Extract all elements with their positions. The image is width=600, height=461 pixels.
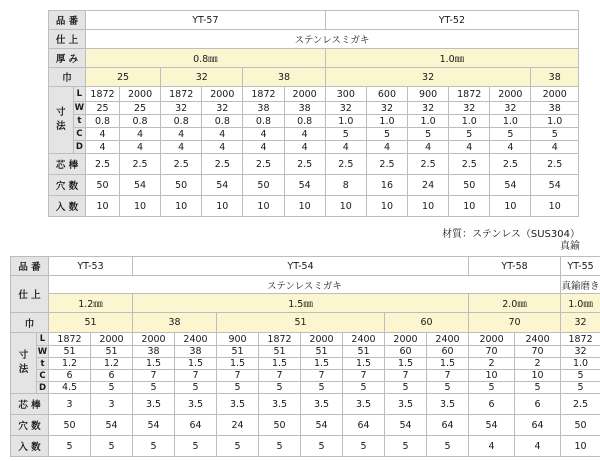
width-group: 38 — [243, 68, 325, 87]
model-yt52: YT-52 — [325, 11, 578, 30]
cell: 1.0 — [408, 115, 449, 128]
cell: 7 — [427, 370, 469, 382]
cell: 2 — [515, 358, 561, 370]
label-sunpo: 寸 法 — [49, 87, 74, 154]
cell: 7 — [175, 370, 217, 382]
cell: 60 — [427, 346, 469, 358]
cell: 2.5 — [561, 394, 600, 415]
cell: 0.8 — [86, 115, 120, 128]
label-W: W — [74, 103, 85, 113]
finish-value: ステンレスミガキ — [49, 276, 561, 294]
label-shiage: 仕 上 — [11, 276, 49, 313]
cell: 24 — [217, 415, 259, 436]
cell: 5 — [259, 436, 301, 457]
cell: 4 — [119, 141, 160, 154]
cell: 10 — [449, 196, 490, 217]
cell: 5 — [561, 382, 600, 394]
label-shinbou: 芯 棒 — [11, 394, 49, 415]
row-C — [49, 128, 579, 141]
cell: 4 — [243, 128, 284, 141]
cell: 3.5 — [175, 394, 217, 415]
cell: 10 — [408, 196, 449, 217]
cell: 2400 — [515, 333, 561, 346]
row-shinbou — [49, 154, 579, 175]
cell: 2.5 — [202, 154, 243, 175]
width-group: 38 — [531, 68, 579, 87]
cell: 5 — [385, 382, 427, 394]
width-group: 32 — [161, 68, 243, 87]
cell: 5 — [175, 436, 217, 457]
cell: 4 — [449, 141, 490, 154]
model-yt57: YT-57 — [86, 11, 326, 30]
cell: 24 — [408, 175, 449, 196]
cell: 4 — [325, 141, 366, 154]
cell: 50 — [86, 175, 120, 196]
row-D — [49, 141, 579, 154]
material-note: 材質：ステンレス（SUS304） — [442, 229, 580, 240]
cell: 10 — [366, 196, 407, 217]
cell: 6 — [469, 394, 515, 415]
cell: 2000 — [301, 333, 343, 346]
label-haba: 巾 — [49, 68, 86, 87]
width-group: 32 — [325, 68, 531, 87]
cell: 1.5 — [343, 358, 385, 370]
thickness-yt55: 1.0㎜ — [561, 294, 600, 313]
cell: 50 — [161, 175, 202, 196]
cell: 300 — [325, 87, 366, 102]
cell: 5 — [301, 382, 343, 394]
cell: 5 — [91, 436, 133, 457]
cell: 3.5 — [427, 394, 469, 415]
cell: 4 — [161, 128, 202, 141]
label-shiage: 仕 上 — [49, 30, 86, 49]
cell: 1872 — [449, 87, 490, 102]
cell: 3 — [49, 394, 91, 415]
width-group: 70 — [469, 313, 561, 333]
cell: 1.5 — [427, 358, 469, 370]
cell: 4 — [515, 436, 561, 457]
cell: 7 — [217, 370, 259, 382]
cell: 38 — [531, 102, 579, 115]
cell: 54 — [490, 175, 531, 196]
cell: 54 — [119, 175, 160, 196]
width-group: 51 — [217, 313, 385, 333]
cell: 4 — [469, 436, 515, 457]
label-irisu: 入 数 — [49, 196, 86, 217]
cell: 51 — [259, 346, 301, 358]
cell: 10 — [515, 370, 561, 382]
row-thickness — [11, 294, 600, 313]
cell: 5 — [427, 436, 469, 457]
cell: 38 — [243, 102, 284, 115]
cell: 3.5 — [259, 394, 301, 415]
cell: 10 — [561, 436, 600, 457]
cell: 2000 — [119, 87, 160, 102]
row-model — [11, 257, 600, 276]
cell: 70 — [515, 346, 561, 358]
width-group: 60 — [385, 313, 469, 333]
cell: 8 — [325, 175, 366, 196]
cell: 51 — [343, 346, 385, 358]
cell: 1.5 — [301, 358, 343, 370]
thickness-yt57: 0.8㎜ — [86, 49, 326, 68]
row-irisu — [49, 196, 579, 217]
cell: 10 — [284, 196, 325, 217]
cell: 2.5 — [161, 154, 202, 175]
width-group: 32 — [561, 313, 600, 333]
row-shinbou — [11, 394, 600, 415]
cell: 10 — [469, 370, 515, 382]
cell: 10 — [325, 196, 366, 217]
cell: 1.5 — [175, 358, 217, 370]
model-yt54: YT-54 — [133, 257, 469, 276]
row-t — [49, 115, 579, 128]
cell: 2.5 — [449, 154, 490, 175]
cell: 5 — [91, 382, 133, 394]
cell: 7 — [343, 370, 385, 382]
cell: 10 — [161, 196, 202, 217]
cell: 3.5 — [133, 394, 175, 415]
cell: 54 — [91, 415, 133, 436]
cell: 4 — [531, 141, 579, 154]
cell: 50 — [49, 415, 91, 436]
cell: 38 — [284, 102, 325, 115]
cell: 32 — [161, 102, 202, 115]
cell: 1872 — [49, 333, 91, 346]
cell: 2.5 — [531, 154, 579, 175]
model-yt53: YT-53 — [49, 257, 133, 276]
cell: 1.5 — [259, 358, 301, 370]
label-hinban: 品 番 — [49, 11, 86, 30]
cell: 5 — [366, 128, 407, 141]
cell: 64 — [175, 415, 217, 436]
cell: 38 — [133, 346, 175, 358]
cell: 4 — [366, 141, 407, 154]
label-irisu: 入 数 — [11, 436, 49, 457]
cell: 7 — [385, 370, 427, 382]
cell: 25 — [86, 102, 120, 115]
row-width — [49, 68, 579, 87]
cell: 5 — [343, 382, 385, 394]
cell: 2000 — [385, 333, 427, 346]
cell: 5 — [561, 370, 600, 382]
cell: 4 — [86, 141, 120, 154]
finish-value: ステンレスミガキ — [86, 30, 579, 49]
thickness-yt52: 1.0㎜ — [325, 49, 578, 68]
cell: 4 — [408, 141, 449, 154]
cell: 64 — [515, 415, 561, 436]
cell: 16 — [366, 175, 407, 196]
width-group: 25 — [86, 68, 161, 87]
cell: 0.8 — [119, 115, 160, 128]
cell: 51 — [91, 346, 133, 358]
label-haba: 巾 — [11, 313, 49, 333]
cell: 1.5 — [133, 358, 175, 370]
cell: 38 — [175, 346, 217, 358]
cell: 6 — [515, 394, 561, 415]
thickness-yt58: 2.0㎜ — [469, 294, 561, 313]
cell: 3.5 — [343, 394, 385, 415]
row-finish — [49, 30, 579, 49]
label-hinban: 品 番 — [11, 257, 49, 276]
cell: 32 — [366, 102, 407, 115]
cell: 1872 — [243, 87, 284, 102]
label-C: C — [73, 128, 85, 141]
cell: 5 — [325, 128, 366, 141]
cell: 54 — [385, 415, 427, 436]
cell: 5 — [408, 128, 449, 141]
cell: 10 — [490, 196, 531, 217]
cell: 4 — [202, 141, 243, 154]
cell: 7 — [301, 370, 343, 382]
label-t: t — [37, 358, 49, 370]
model-yt55: YT-55 — [561, 257, 600, 276]
label-t: t — [73, 115, 85, 128]
cell: 2.5 — [325, 154, 366, 175]
cell: 7 — [259, 370, 301, 382]
cell: 5 — [531, 128, 579, 141]
row-anasu — [11, 415, 600, 436]
cell: 64 — [343, 415, 385, 436]
row-irisu — [11, 436, 600, 457]
row-t — [11, 358, 600, 370]
cell: 4 — [86, 128, 120, 141]
cell: 5 — [217, 382, 259, 394]
cell: 6 — [49, 370, 91, 382]
cell: 2400 — [427, 333, 469, 346]
cell: 0.8 — [202, 115, 243, 128]
cell: 54 — [469, 415, 515, 436]
cell: 2.5 — [490, 154, 531, 175]
cell: 1872 — [561, 333, 600, 346]
cell: 50 — [243, 175, 284, 196]
cell: 3.5 — [301, 394, 343, 415]
cell: 10 — [243, 196, 284, 217]
cell: 32 — [490, 102, 531, 115]
cell: 54 — [531, 175, 579, 196]
cell: 900 — [408, 87, 449, 102]
cell: 54 — [202, 175, 243, 196]
row-W — [11, 346, 600, 358]
cell: 6 — [91, 370, 133, 382]
row-W — [49, 102, 579, 115]
label-D: D — [73, 141, 85, 154]
cell: 32 — [408, 102, 449, 115]
cell: 10 — [119, 196, 160, 217]
cell: 600 — [366, 87, 407, 102]
cell: 51 — [217, 346, 259, 358]
cell: 5 — [175, 382, 217, 394]
cell: 32 — [325, 102, 366, 115]
cell: 51 — [301, 346, 343, 358]
cell: 32 — [449, 102, 490, 115]
cell: 7 — [133, 370, 175, 382]
cell: 4 — [284, 141, 325, 154]
row-width — [11, 313, 600, 333]
row-L — [49, 87, 579, 102]
label-W: W — [37, 346, 48, 357]
row-L — [11, 333, 600, 346]
cell: 1872 — [161, 87, 202, 102]
cell: 0.8 — [243, 115, 284, 128]
cell: 54 — [284, 175, 325, 196]
cell: 0.8 — [161, 115, 202, 128]
cell: 5 — [469, 382, 515, 394]
cell: 2.5 — [119, 154, 160, 175]
cell: 4 — [284, 128, 325, 141]
cell: 4 — [243, 141, 284, 154]
cell: 1872 — [86, 87, 120, 102]
cell: 54 — [133, 415, 175, 436]
cell: 10 — [202, 196, 243, 217]
cell: 2.5 — [86, 154, 120, 175]
row-D — [11, 382, 600, 394]
label-anasu: 穴 数 — [49, 175, 86, 196]
thickness-yt54: 1.5㎜ — [133, 294, 469, 313]
cell: 4 — [202, 128, 243, 141]
cell: 2.5 — [284, 154, 325, 175]
cell: 5 — [259, 382, 301, 394]
cell: 1.0 — [325, 115, 366, 128]
cell: 64 — [427, 415, 469, 436]
label-anasu: 穴 数 — [11, 415, 49, 436]
cell: 1.0 — [449, 115, 490, 128]
width-group: 38 — [133, 313, 217, 333]
cell: 32 — [202, 102, 243, 115]
label-shinbou: 芯 棒 — [49, 154, 86, 175]
cell: 5 — [49, 436, 91, 457]
row-model — [49, 11, 579, 30]
cell: 2000 — [202, 87, 243, 102]
cell: 51 — [49, 346, 91, 358]
row-C — [11, 370, 600, 382]
label-atsumi: 厚 み — [49, 49, 86, 68]
cell: 50 — [449, 175, 490, 196]
width-group: 51 — [49, 313, 133, 333]
cell: 10 — [86, 196, 120, 217]
cell: 4 — [490, 141, 531, 154]
cell: 2000 — [490, 87, 531, 102]
cell: 5 — [515, 382, 561, 394]
cell: 1.0 — [366, 115, 407, 128]
cell: 2.5 — [408, 154, 449, 175]
cell: 3 — [91, 394, 133, 415]
cell: 5 — [343, 436, 385, 457]
cell: 50 — [561, 415, 600, 436]
cell: 60 — [385, 346, 427, 358]
thickness-yt53: 1.2㎜ — [49, 294, 133, 313]
cell: 2 — [469, 358, 515, 370]
cell: 5 — [385, 436, 427, 457]
cell: 5 — [301, 436, 343, 457]
cell: 2000 — [531, 87, 579, 102]
cell: 1.0 — [531, 115, 579, 128]
cell: 5 — [449, 128, 490, 141]
cell: 2000 — [284, 87, 325, 102]
cell: 5 — [490, 128, 531, 141]
cell: 1.0 — [490, 115, 531, 128]
cell: 2000 — [133, 333, 175, 346]
cell: 2400 — [343, 333, 385, 346]
cell: 1.5 — [217, 358, 259, 370]
cell: 70 — [469, 346, 515, 358]
material-note-brass: 真鍮 — [560, 241, 580, 252]
cell: 2000 — [91, 333, 133, 346]
cell: 3.5 — [385, 394, 427, 415]
spec-table-2 — [10, 256, 600, 457]
cell: 2.5 — [366, 154, 407, 175]
cell: 54 — [301, 415, 343, 436]
cell: 5 — [217, 436, 259, 457]
cell: 5 — [133, 436, 175, 457]
model-yt58: YT-58 — [469, 257, 561, 276]
cell: 4.5 — [49, 382, 91, 394]
cell: 50 — [259, 415, 301, 436]
cell: 1.0 — [561, 358, 600, 370]
spec-table-1 — [48, 10, 579, 217]
label-L: L — [73, 87, 85, 102]
label-L: L — [37, 333, 49, 346]
cell: 5 — [427, 382, 469, 394]
label-D: D — [37, 382, 49, 394]
cell: 900 — [217, 333, 259, 346]
cell: 2000 — [469, 333, 515, 346]
cell: 10 — [531, 196, 579, 217]
label-C: C — [37, 370, 49, 382]
cell: 4 — [161, 141, 202, 154]
cell: 3.5 — [217, 394, 259, 415]
finish-brass: 真鍮磨き — [561, 276, 600, 294]
label-sunpo: 寸 法 — [11, 333, 37, 394]
cell: 5 — [133, 382, 175, 394]
cell: 2.5 — [243, 154, 284, 175]
cell: 2400 — [175, 333, 217, 346]
cell: 1872 — [259, 333, 301, 346]
cell: 25 — [119, 102, 160, 115]
cell: 1.5 — [385, 358, 427, 370]
cell: 32 — [561, 346, 600, 358]
cell: 1.2 — [49, 358, 91, 370]
row-finish-main — [11, 276, 600, 294]
row-thickness — [49, 49, 579, 68]
cell: 4 — [119, 128, 160, 141]
cell: 1.2 — [91, 358, 133, 370]
row-anasu — [49, 175, 579, 196]
cell: 0.8 — [284, 115, 325, 128]
